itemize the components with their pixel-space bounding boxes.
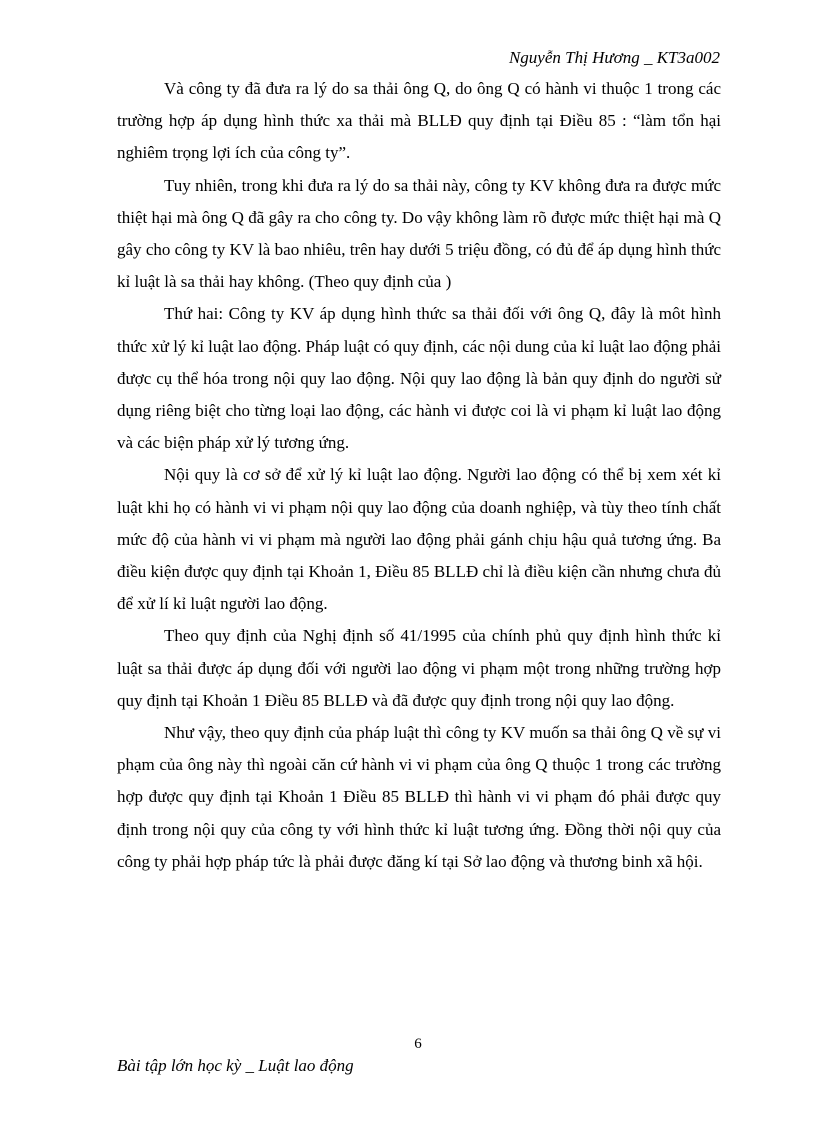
paragraph-3: Thứ hai: Công ty KV áp dụng hình thức sa thải đối với ông Q, đây là môt hình thức xử lý kỉ luật lao động. Pháp luật có quy định, các nội dung của kỉ luật lao động phải được cụ thể hóa trong nội quy lao động. Nội quy lao động là bản quy định do người sử dụng riêng biệt cho từng loại lao động, các hành vi được coi là vi phạm kỉ luật lao động và các biện pháp xử lý tương ứng. (117, 304, 721, 453)
paragraph-1: Và công ty đã đưa ra lý do sa thải ông Q, do ông Q có hành vi thuộc 1 trong các trường hợp áp dụng hình thức xa thải mà BLLĐ quy định tại Điều 85 : “làm tổn hại nghiêm trọng lợi ích của công ty”. (117, 79, 721, 163)
paragraph-2: Tuy nhiên, trong khi đưa ra lý do sa thải này, công ty KV không đưa ra được mức thiệt hại mà ông Q đã gây ra cho công ty. Do vậy không làm rõ được mức thiệt hại mà Q gây cho công ty KV là bao nhiêu, trên hay dưới 5 triệu đồng, có đủ để áp dụng hình thức kỉ luật là sa thải hay không. (Theo quy định của ) (117, 175, 721, 292)
page-number: 6 (414, 1036, 422, 1052)
paragraph-6: Như vậy, theo quy định của pháp luật thì công ty KV muốn sa thải ông Q về sự vi phạm của ông này thì ngoài căn cứ hành vi vi phạm của ông Q thuộc 1 trong các trường hợp được quy định tại Khoản 1 Điều 85 BLLĐ thì hành vi vi phạm đó phải được quy định trong nội quy của công ty với hình thức kỉ luật tương ứng. Đồng thời nội quy của công ty phải hợp pháp tức là phải được đăng kí tại Sở lao động và thương binh xã hội. (117, 723, 721, 871)
paragraph-5: Theo quy định của Nghị định số 41/1995 của chính phủ quy định hình thức kỉ luật sa thải được áp dụng đối với người lao động vi phạm một trong những trường hợp quy định tại Khoản 1 Điều 85 BLLĐ và đã được quy định trong nội quy lao động. (117, 626, 721, 710)
paragraph-4: Nội quy là cơ sở để xử lý kỉ luật lao động. Người lao động có thể bị xem xét kỉ luật khi họ có hành vi vi phạm nội quy lao động của doanh nghiệp, và tùy theo tính chất mức độ của hành vi vi phạm mà người lao động phải gánh chịu hậu quả tương ứng. Ba điều kiện được quy định tại Khoản 1, Điều 85 BLLĐ chỉ là điều kiện cần nhưng chưa đủ để xử lí kỉ luật người lao động. (117, 465, 721, 614)
document-body (117, 73, 721, 878)
page-header-author: Nguyễn Thị Hương _ KT3a002 (508, 48, 720, 67)
page-footer-title: Bài tập lớn học kỳ _ Luật lao động (117, 1056, 354, 1075)
